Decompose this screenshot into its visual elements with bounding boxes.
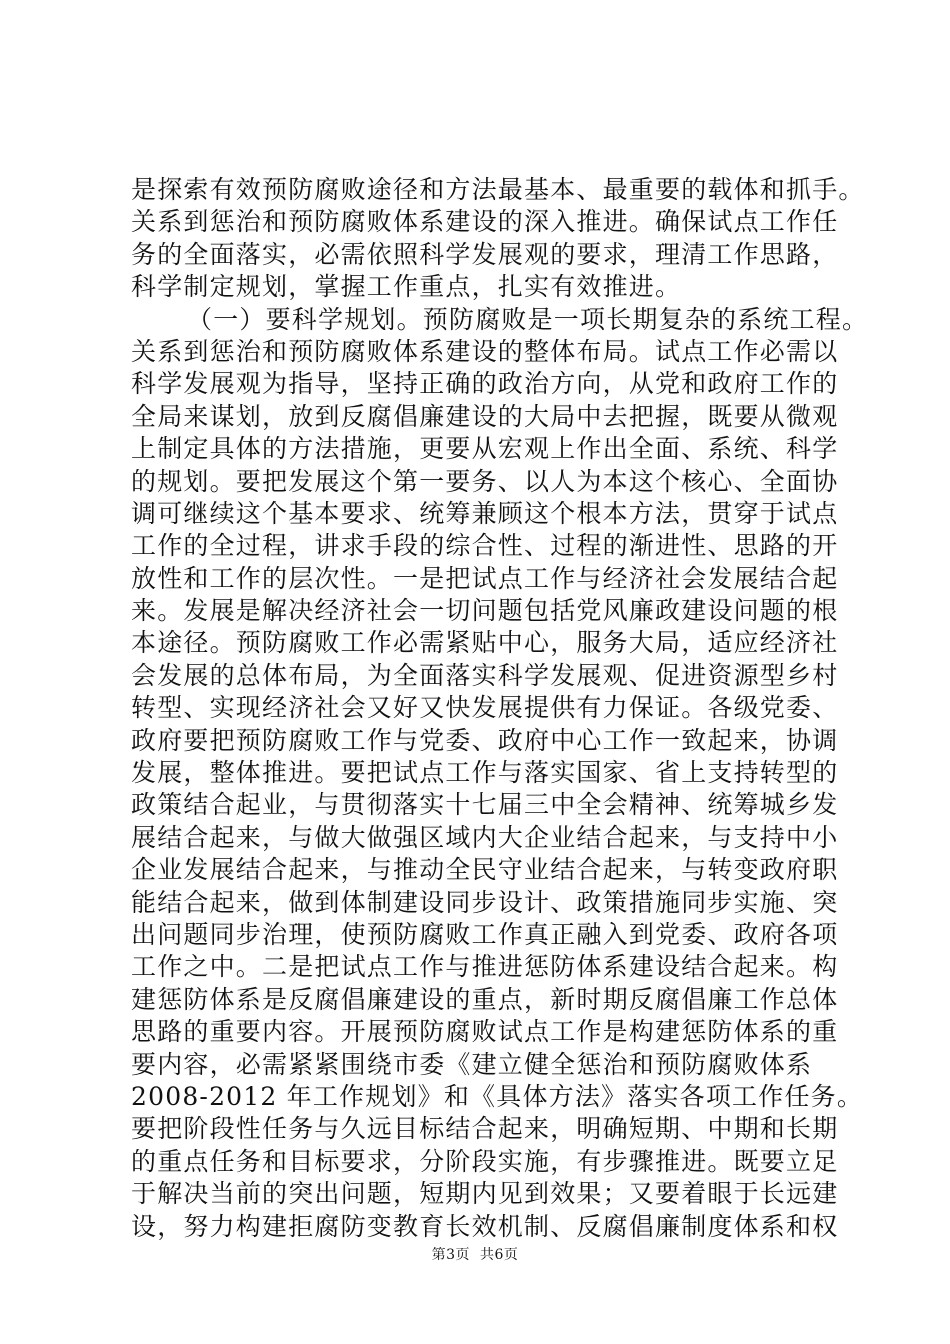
text-line: 能结合起来，做到体制建设同步设计、政策措施同步实施、突 xyxy=(131,887,839,917)
text-line: 关系到惩治和预防腐败体系建设的整体布局。试点工作必需以 xyxy=(131,336,839,366)
text-line: 要把阶段性任务与久远目标结合起来，明确短期、中期和长期 xyxy=(131,1114,839,1144)
text-line: 转型、实现经济社会又好又快发展提供有力保证。各级党委、 xyxy=(131,693,839,723)
text-line: 政府要把预防腐败工作与党委、政府中心工作一致起来，协调 xyxy=(131,725,839,755)
text-line: 来。发展是解决经济社会一切问题包括党风廉政建设问题的根 xyxy=(131,596,839,626)
text-line: 要内容，必需紧紧围绕市委《建立健全惩治和预防腐败体系 xyxy=(131,1049,813,1079)
text-line: 全局来谋划，放到反腐倡廉建设的大局中去把握，既要从微观 xyxy=(131,401,839,431)
text-line: 出问题同步治理，使预防腐败工作真正融入到党委、政府各项 xyxy=(131,919,839,949)
text-line: 务的全面落实，必需依照科学发展观的要求，理清工作思路， xyxy=(131,239,839,269)
text-line: 上制定具体的方法措施，更要从宏观上作出全面、系统、科学 xyxy=(131,434,839,464)
text-line: 建惩防体系是反腐倡廉建设的重点，新时期反腐倡廉工作总体 xyxy=(131,984,839,1014)
text-line: 本途径。预防腐败工作必需紧贴中心，服务大局，适应经济社 xyxy=(131,628,839,658)
paragraph-first-line: （一）要科学规划。预防腐败是一项长期复杂的系统工程。 xyxy=(187,304,869,334)
text-line: 的重点任务和目标要求，分阶段实施，有步骤推进。既要立足 xyxy=(131,1146,839,1176)
text-line: 展结合起来，与做大做强区域内大企业结合起来，与支持中小 xyxy=(131,822,839,852)
text-line: 关系到惩治和预防腐败体系建设的深入推进。确保试点工作任 xyxy=(131,207,839,237)
text-line: 的规划。要把发展这个第一要务、以人为本这个核心、全面协 xyxy=(131,466,839,496)
text-line: 科学制定规划，掌握工作重点，扎实有效推进。 xyxy=(131,272,682,302)
text-line: 会发展的总体布局，为全面落实科学发展观、促进资源型乡村 xyxy=(131,660,839,690)
text-line: 科学发展观为指导，坚持正确的政治方向，从党和政府工作的 xyxy=(131,369,839,399)
page-number: 第3页 共6页 xyxy=(431,1247,519,1263)
text-line: 工作的全过程，讲求手段的综合性、过程的渐进性、思路的开 xyxy=(131,531,839,561)
text-line: 发展，整体推进。要把试点工作与落实国家、省上支持转型的 xyxy=(131,758,839,788)
text-line: 2008-2012 年工作规划》和《具体方法》落实各项工作任务。 xyxy=(131,1081,864,1111)
body-text xyxy=(131,174,869,1243)
text-line: 放性和工作的层次性。一是把试点工作与经济社会发展结合起 xyxy=(131,563,839,593)
page-footer xyxy=(0,1244,950,1264)
text-line: 政策结合起业，与贯彻落实十七届三中全会精神、统筹城乡发 xyxy=(131,790,839,820)
text-line: 工作之中。二是把试点工作与推进惩防体系建设结合起来。构 xyxy=(131,952,839,982)
text-line: 设，努力构建拒腐防变教育长效机制、反腐倡廉制度体系和权 xyxy=(131,1211,839,1241)
text-line: 是探索有效预防腐败途径和方法最基本、最重要的载体和抓手。 xyxy=(131,175,865,204)
text-line: 思路的重要内容。开展预防腐败试点工作是构建惩防体系的重 xyxy=(131,1017,839,1047)
text-line: 调可继续这个基本要求、统筹兼顾这个根本方法，贯穿于试点 xyxy=(131,498,839,528)
text-line: 企业发展结合起来，与推动全民守业结合起来，与转变政府职 xyxy=(131,855,839,885)
text-line: 于解决当前的突出问题，短期内见到效果；又要着眼于长远建 xyxy=(131,1179,839,1209)
